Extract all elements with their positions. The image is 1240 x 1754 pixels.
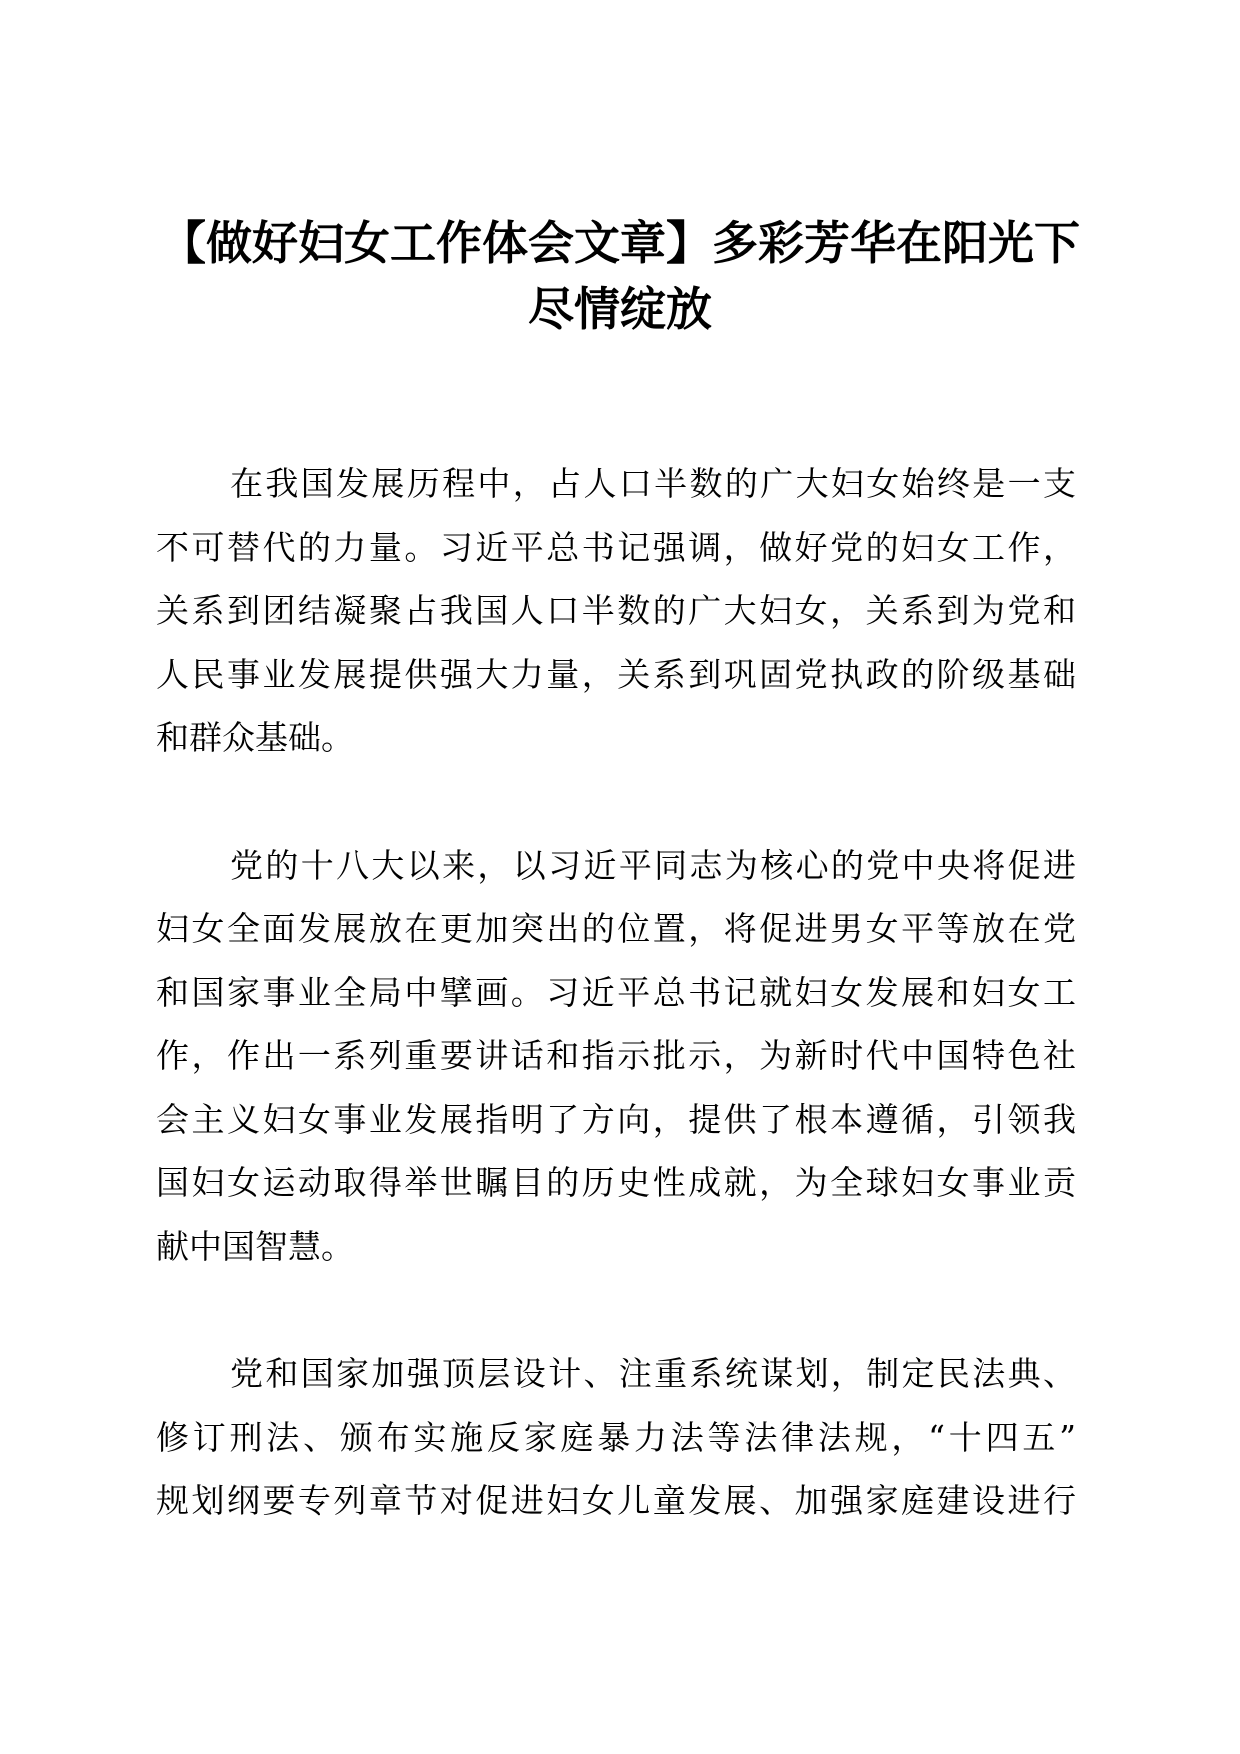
text-line: 会主义妇女事业发展指明了方向，提供了根本遵循，引领我 [156, 1099, 1076, 1139]
text-line: 党和国家加强顶层设计、注重系统谋划，制定民法典、 [230, 1354, 1076, 1393]
text-line: 党的十八大以来，以习近平同志为核心的党中央将促进 [230, 845, 1076, 885]
title-line: 尽情绽放 [528, 282, 712, 336]
title-line: 【做好妇女工作体会文章】多彩芳华在阳光下 [160, 216, 1080, 270]
text-line: 在我国发展历程中，占人口半数的广大妇女始终是一支 [230, 464, 1076, 503]
text-line: 和群众基础。 [156, 718, 354, 757]
text-line: 献中国智慧。 [156, 1226, 354, 1266]
text-line: 作，作出一系列重要讲话和指示批示，为新时代中国特色社 [156, 1036, 1076, 1075]
paragraph-1 [156, 452, 1076, 770]
text-line: 不可替代的力量。习近平总书记强调，做好党的妇女工作， [156, 527, 1076, 567]
article-body [156, 452, 1076, 1597]
text-line: 规划纲要专列章节对促进妇女儿童发展、加强家庭建设进行 [156, 1481, 1076, 1520]
page-title [140, 210, 1100, 342]
paragraph-3 [156, 1342, 1076, 1533]
text-line: 和国家事业全局中擘画。习近平总书记就妇女发展和妇女工 [156, 972, 1076, 1012]
text-line: 修订刑法、颁布实施反家庭暴力法等法律法规，“十四五” [156, 1417, 1076, 1457]
text-line: 国妇女运动取得举世瞩目的历史性成就，为全球妇女事业贡 [156, 1163, 1076, 1202]
text-line: 人民事业发展提供强大力量，关系到巩固党执政的阶级基础 [156, 654, 1076, 694]
paragraph-2 [156, 834, 1076, 1279]
text-line: 关系到团结凝聚占我国人口半数的广大妇女，关系到为党和 [156, 591, 1076, 630]
text-line: 妇女全面发展放在更加突出的位置，将促进男女平等放在党 [156, 909, 1076, 948]
